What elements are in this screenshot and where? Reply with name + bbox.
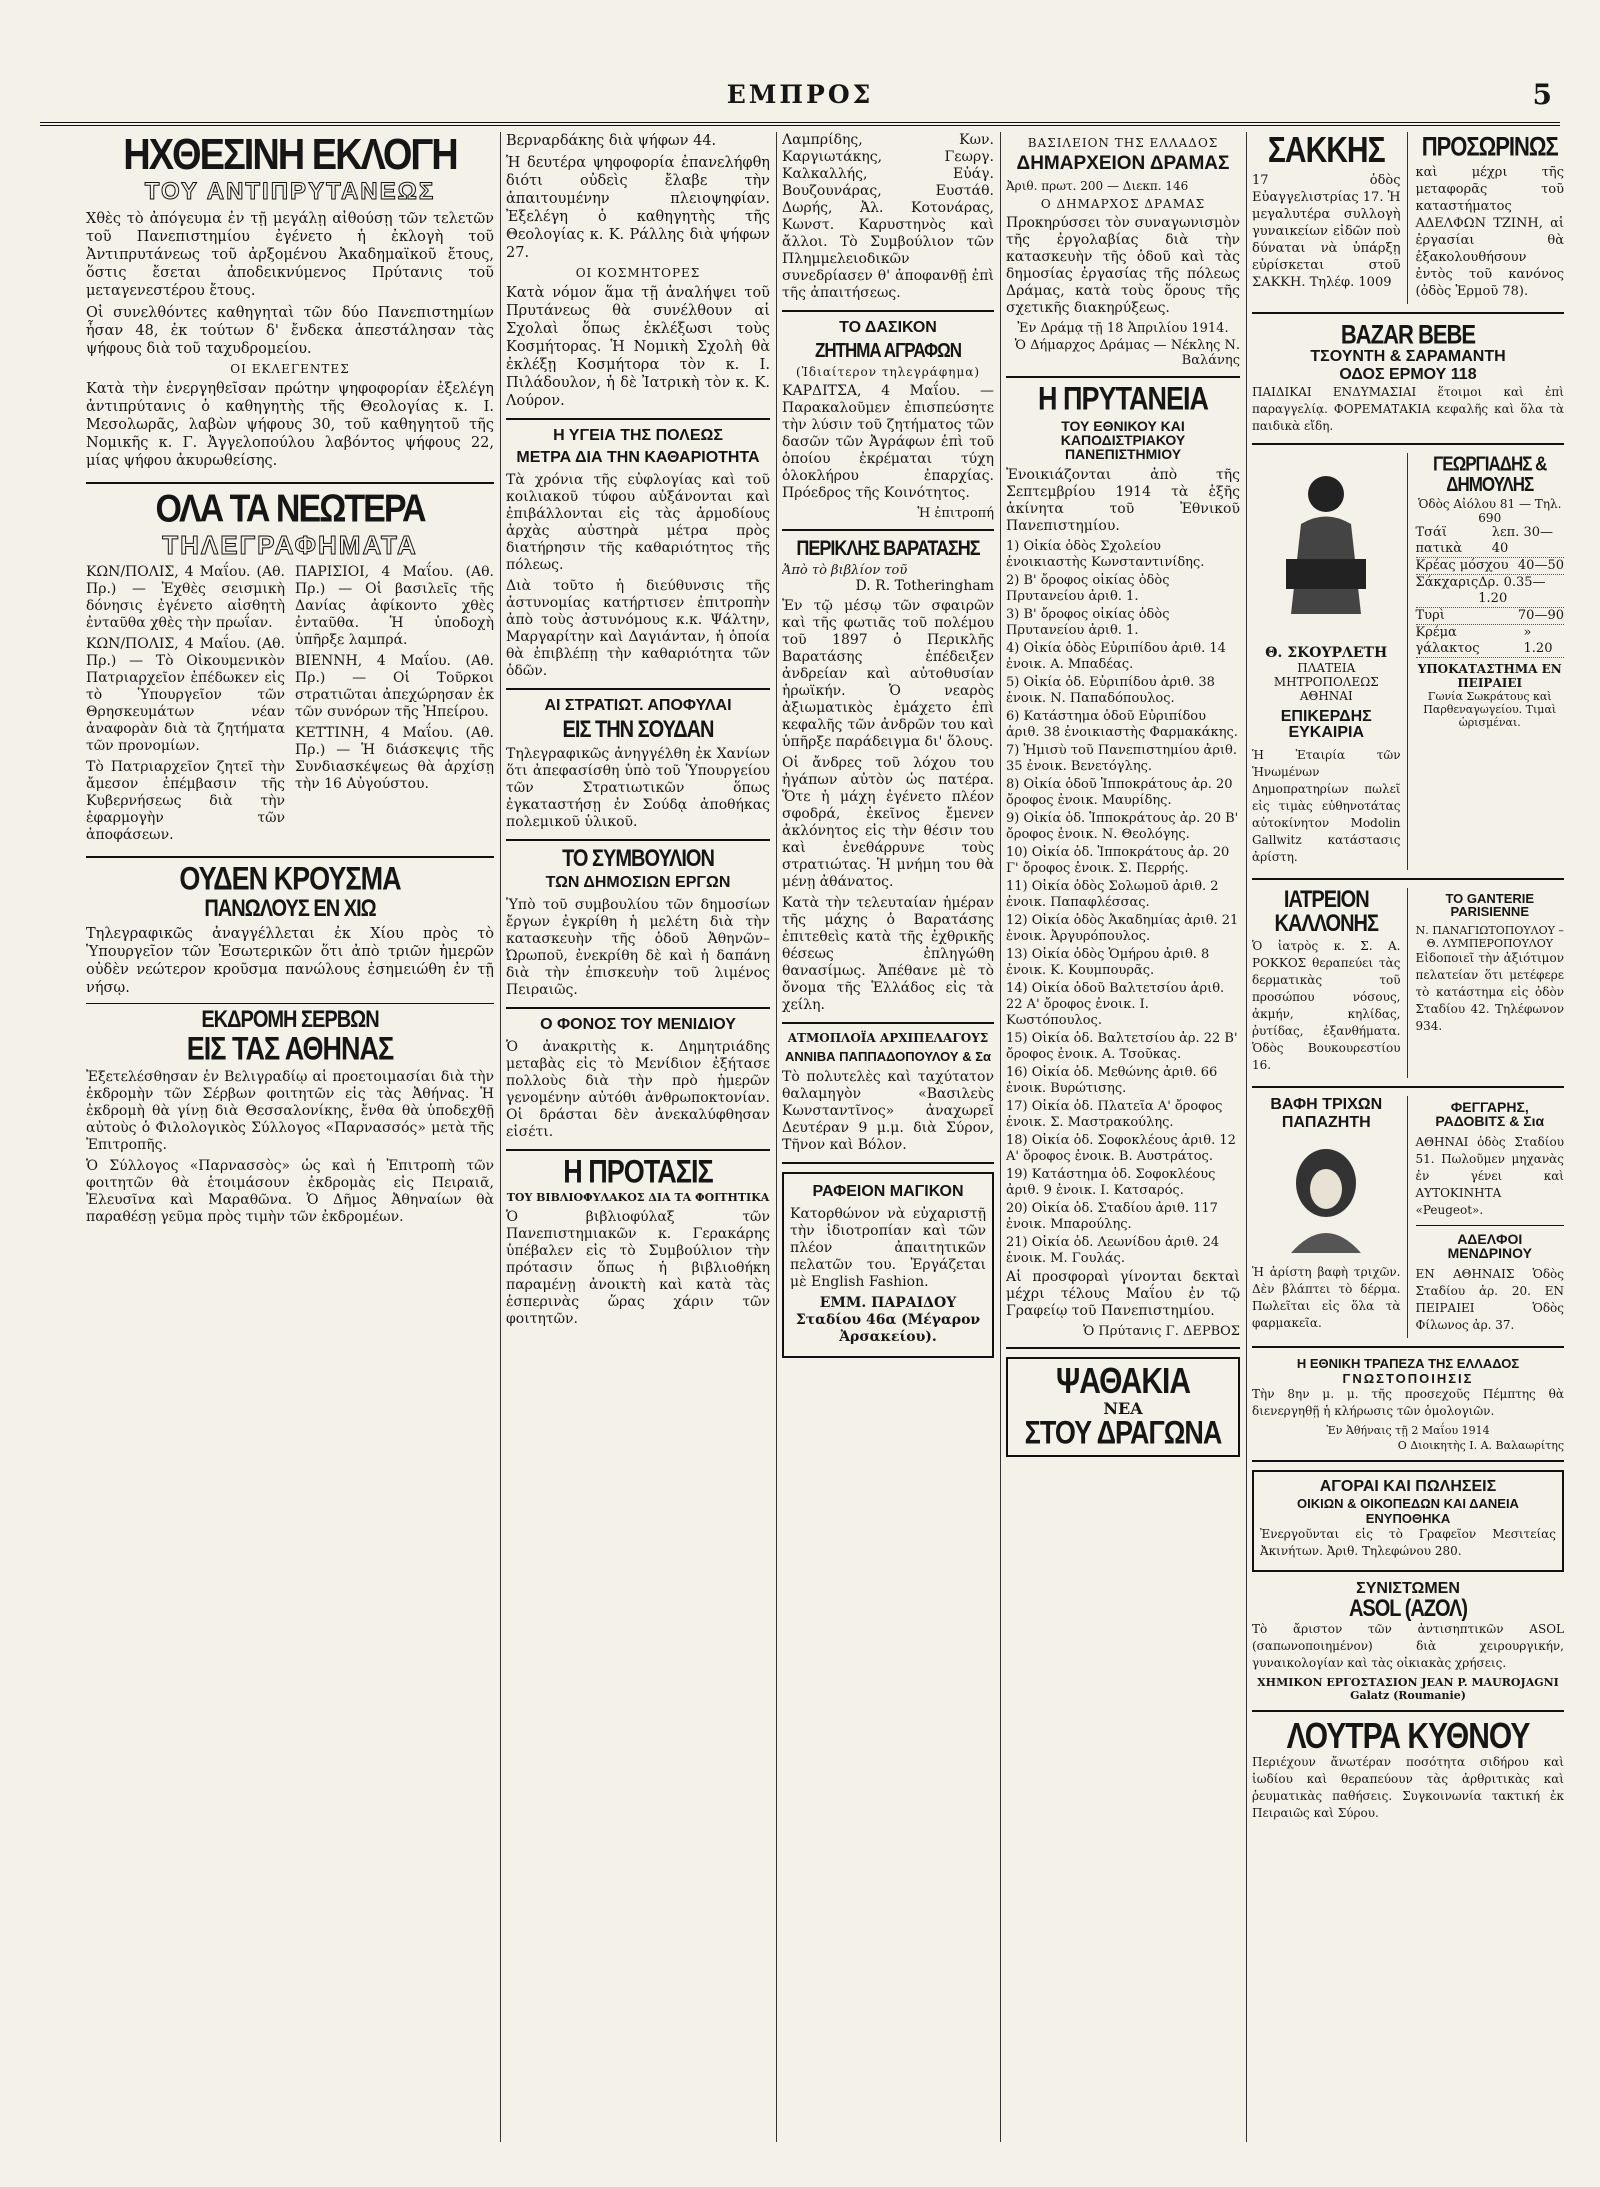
ad-straw-line3: ΣΤΟΥ ΔΡΑΓΩΝΑ bbox=[1024, 1414, 1222, 1451]
price-item: Σάκχαρις bbox=[1415, 575, 1479, 590]
dispatch-note: (Ἰδιαίτερον τηλεγράφημα) bbox=[795, 365, 981, 379]
notice-ref: Ἀριθ. πρωτ. 200 — Διεκπ. 146 bbox=[1006, 179, 1189, 193]
headline-drama: ΔΗΜΑΡΧΕΙΟΝ ΔΡΑΜΑΣ bbox=[1016, 153, 1230, 174]
article-text: Τὸ πολυτελὲς καὶ ταχύτατον θαλαμηγὸν «Βασιλεὺς Κωνσταντῖνος» ἀναχωρεῖ Δευτέραν 9 μ.μ. διὰ Σύρον, Τῆνον καὶ Βόλον. bbox=[782, 1069, 994, 1153]
telegram-text: ΠΑΡΙΣΙΟΙ, 4 Μαΐου. (Αθ. Πρ.) — Οἱ βασιλεῖς τῆς Δανίας ἀφίκοντο χθὲς ἐνταῦθα. Ἡ ὑποδοχὴ ὑπῆρξε λαμπρά. bbox=[295, 564, 494, 648]
telegram-text: ΚΕΤΤΙΝΗ, 4 Μαΐου. (Αθ. Πρ.) — Ἡ διάσκεψις τῆς Συνδιασκέψεως θὰ ἀρχίσῃ τὴν 16 Αὐγούστου. bbox=[295, 725, 494, 792]
column-5 bbox=[1252, 132, 1564, 2142]
list-item: 19) Κατάστημα ὁδ. Σοφοκλέους ἀριθ. 9 ἐνοικ. Ι. Κατσαρός. bbox=[1006, 1167, 1216, 1198]
ad-ganterie-sub: Ν. ΠΑΝΑΓΙΩΤΟΠΟΥΛΟΥ – Θ. ΛΥΜΠΕΡΟΠΟΥΛΟΥ bbox=[1415, 924, 1564, 950]
ad-realestate-text: Ἐνεργοῦνται εἰς τὸ Γραφεῖον Μεσιτείας Ἀκινήτων. Ἀριθ. Τηλεφώνου 280. bbox=[1260, 1527, 1556, 1558]
column-4 bbox=[1006, 132, 1240, 2142]
column-rule bbox=[776, 132, 777, 2142]
section-heading: ΟΙ ΚΟΣΜΗΤΟΡΕΣ bbox=[575, 266, 701, 280]
article-text: Χθὲς τὸ ἀπόγευμα ἐν τῇ μεγάλῃ αἰθούσῃ τῶν τελετῶν τοῦ Πανεπιστημίου ἐγένετο ἡ ἐκλογὴ τοῦ Ἀντιπρυτάνεως τοῦ ἀρξομένου Ἀκαδημαϊκοῦ ἔτους, ὅστις ἔσεται ἀποδεικνύμενος Πρύτανις τοῦ μεταγενεστέρου ἔτους. bbox=[86, 211, 494, 299]
divider bbox=[86, 1003, 494, 1004]
divider bbox=[1252, 1710, 1564, 1712]
ad-straw-line1: ΨΑΘΑΚΙΑ bbox=[1056, 1361, 1190, 1402]
ad-clinic-text: Ὁ ἰατρὸς κ. Σ. Α. ΡΟΚΚΟΣ θεραπεύει τὰς δερματικὰς τοῦ προσώπου νόσους, ἀκμήν, κηλίδας, ῥυτίδας, ἐξανθήματα. Ὁδὸς Βουκουρεστίου 16. bbox=[1252, 939, 1401, 1072]
page-number: 5 bbox=[1532, 78, 1552, 111]
ad-photo bbox=[1252, 459, 1401, 639]
list-item: 5) Οἰκία ὁδ. Εὐριπίδου ἀριθ. 38 ἐνοικ. Ν. Παπαδόπουλος. bbox=[1006, 675, 1215, 706]
ad-row-mid3 bbox=[1252, 1096, 1564, 1338]
ad-bazar-owner: ΤΣΟΥΝΤΗ & ΣΑΡΑΜΑΝΤΗ bbox=[1310, 348, 1506, 365]
masthead bbox=[40, 74, 1560, 126]
list-item: 14) Οἰκία ὁδοῦ Βαλτετσίου ἀριθ. 22 Α' ὄροφος ἐνοικ. Ι. Κωστόπουλος. bbox=[1006, 981, 1225, 1028]
ad-photo-name: Θ. ΣΚΟΥΡΛΕΤΗ bbox=[1265, 645, 1388, 661]
ad-bazar-text: ΠΑΙΔΙΚΑΙ ΕΝΔΥΜΑΣΙΑΙ ἕτοιμοι καὶ ἐπὶ παραγγελίᾳ. ΦΟΡΕΜΑΤΑΚΙΑ κεφαλῆς καὶ ὅλα τὰ παιδικὰ εἴδη. bbox=[1252, 385, 1564, 433]
list-item: 4) Οἰκία ὁδὸς Εὐριπίδου ἀριθ. 14 ἐνοικ. Α. Μπαδέας. bbox=[1006, 641, 1226, 672]
ad-tailor-text: Κατορθώνον νὰ εὐχαριστῇ τὴν ἰδιοτροπίαν καὶ τῶν πλέον ἀπαιτητικῶν πελατῶν του. Ἐργάζεται μὲ English Fashion. bbox=[790, 1206, 986, 1290]
list-item: 15) Οἰκία ὁδ. Βαλτετσίου ἀρ. 22 Β' ὄροφος ἐνοικ. Α. Τσοῦκας. bbox=[1006, 1031, 1238, 1062]
divider bbox=[506, 418, 770, 420]
telegram-text: ΚΩΝ/ΠΟΛΙΣ, 4 Μαΐου. (Αθ. Πρ.) — Τὸ Οἰκουμενικὸν Πατριαρχεῖον ἐπέδωκεν εἰς τὸ Ὑπουργεῖον τῶν Θρησκευμάτων νέαν ἀναφορὰν διὰ τὰ ζητήματα τῶν προνομίων. bbox=[86, 636, 285, 754]
divider bbox=[1252, 1346, 1564, 1348]
rector-signature: Ὁ Πρύτανις Γ. ΔΕΡΒΟΣ bbox=[1083, 1324, 1240, 1339]
price-value: 40—50 bbox=[1517, 558, 1564, 573]
ad-row-mid2 bbox=[1252, 888, 1564, 1078]
column-rule bbox=[1000, 132, 1001, 2142]
headline-depots-sub: ΕΙΣ ΤΗΝ ΣΟΥΔΑΝ bbox=[562, 716, 714, 744]
divider bbox=[86, 856, 494, 858]
price-value: Δρ. 0.35—1.20 bbox=[1478, 575, 1546, 606]
headline-election: ΗΧΘΕΣΙΝΗ ΕΚΛΟΓΗ bbox=[123, 132, 457, 180]
ad-georgiadis-addr: Ὁδὸς Αἰόλου 81 — Τηλ. 690 bbox=[1418, 497, 1562, 525]
divider bbox=[1006, 376, 1240, 378]
list-item: 17) Οἰκία ὁδ. Πλατεῖα Α' ὄροφος ἐνοικ. Σ. Μαστρακούλης. bbox=[1006, 1099, 1223, 1130]
article-text: Ὁ ἀνακριτὴς κ. Δημητριάδης μεταβὰς εἰς τὸ Μενίδιον ἐξήτασε πολλοὺς διὰ τὴν πρὸ ἡμερῶν γενομένην αὐτόθι ἀνθρωποκτονίαν. Οἱ δράσται δὲν ἀνεκαλύφθησαν εἰσέτι. bbox=[506, 1039, 770, 1140]
ad-hair-dye-title: ΒΑΦΗ ΤΡΙΧΩΝ ΠΑΠΑΖΗΤΗ bbox=[1270, 1096, 1383, 1131]
price-item: Κρέας μόσχου bbox=[1415, 558, 1509, 573]
article-text: Ἐν τῷ μέσῳ τῶν σφαιρῶν καὶ τῆς φωτιᾶς τοῦ πολέμου τοῦ 1897 ὁ Περικλῆς Βαρατάσης ἐπέδειξεν ἀνδρείαν καὶ αὐτοθυσίαν ἡρωϊκήν. Ὁ νεαρὸς ἀξιωματικὸς ἐμάχετο ἐπὶ κεφαλῆς τῶν ἀνδρῶν του καὶ ὑπῆρξε παράδειγμα δι' ὅλους. bbox=[782, 598, 994, 750]
ad-row-top bbox=[1252, 132, 1564, 304]
headline-council-sub: ΤΩΝ ΔΗΜΟΣΙΩΝ ΕΡΓΩΝ bbox=[545, 874, 731, 891]
headline-forest-sub: ΖΗΤΗΜΑ ΑΓΡΑΦΩΝ bbox=[814, 339, 962, 362]
ad-opportunity-title: ΕΠΙΚΕΡΔΗΣ ΕΥΚΑΙΡΙΑ bbox=[1280, 708, 1372, 741]
article-text: Ὁ Σύλλογος «Παρνασσὸς» ὡς καὶ ἡ Ἐπιτροπὴ τῶν φοιτητῶν θὰ ἑτοιμάσουν ἐκδρομὰς εἰς Πειραιᾶ, Ἐλευσῖνα καὶ Μαραθῶνα. Ὁ Δῆμος Ἀθηναίων θὰ παραθέσῃ γεῦμα πρὸς τιμὴν τῶν ἐκδρομέων. bbox=[86, 1158, 494, 1225]
list-item: 2) Β' ὄροφος οἰκίας ὁδὸς Πρυτανείου ἀριθ. 1. bbox=[1006, 573, 1170, 604]
election-columns bbox=[86, 210, 494, 474]
ad-asol-name: ASOL (ΑΖΟΛ) bbox=[1348, 1595, 1468, 1623]
divider bbox=[1006, 1347, 1240, 1349]
ad-row-mid bbox=[1252, 453, 1564, 870]
headline-health: Η ΥΓΕΙΑ ΤΗΣ ΠΟΛΕΩΣ bbox=[553, 427, 723, 444]
signature: Ἡ ἐπιτροπή bbox=[917, 506, 994, 521]
ad-kythnos bbox=[1252, 1716, 1564, 1822]
column-2 bbox=[506, 132, 770, 2142]
divider bbox=[782, 1162, 994, 1164]
article-text: Ὁ βιβλιοφύλαξ τῶν Πανεπιστημιακῶν κ. Γερακάρης ὑπέβαλεν εἰς τὸ Συμβούλιον τὴν πρότασιν ὅπως ἡ βιβλιοθήκη παραμένῃ ἀνοικτὴ καὶ κατὰ τὰς ἑσπερινὰς ὥρας χάριν τῶν φοιτητῶν. bbox=[506, 1209, 770, 1327]
article-text: Κατὰ τὴν τελευταίαν ἡμέραν τῆς μάχης ὁ Βαρατάσης ἐπιτεθεὶς κατὰ τῆς ἐχθρικῆς θέσεως ἐπληγώθη θανασίμως. Ἀπέθανε μὲ τὸ ὄνομα τῆς Ἑλλάδος εἰς τὰ χείλη. bbox=[782, 895, 994, 1013]
ad-photo-location: ΠΛΑΤΕΙΑ ΜΗΤΡΟΠΟΛΕΩΣ ΑΘΗΝΑΙ bbox=[1273, 661, 1379, 703]
article-text: Λαμπρίδης, Κων. Καργιωτάκης, Γεωργ. Καλκαλλής, Εὐάγ. Βουζουνάρας, Ευστάθ. Δωρής, Ἀλ. Κοτονάρας, Κωνστ. Καρυστηνὸς καὶ ἄλλοι. Τὸ Συμβούλιον τῶν Πλημμελειοδικῶν συνεδρίασεν θ' ἀποφανθῇ ἐπὶ τῆς ἀπαιτήσεως. bbox=[782, 132, 994, 301]
divider bbox=[86, 482, 494, 484]
ad-asol-text: Τὸ ἄριστον τῶν ἀντισηπτικῶν ASOL (σαπωνοποιημένον) διὰ χειρουργικήν, γυναικολογίαν καὶ τὰς οἰκιακὰς χρήσεις. bbox=[1252, 1622, 1564, 1670]
ad-temporary-text: καὶ μέχρι τῆς μεταφορᾶς τοῦ καταστήματος ΑΔΕΛΦΩΝ ΤΖΙΝΗ, αἱ ἐργασίαι θὰ ἐξακολουθήσουν ἐντὸς τοῦ κανόνος (ὁδὸς Ἑρμοῦ 78). bbox=[1415, 165, 1564, 299]
article-text: Οἱ ἄνδρες τοῦ λόχου του ἠγάπων αὐτὸν ὡς πατέρα. Ὅτε ἡ μάχη ἐγένετο πλέον σφοδρά, ἐκεῖνος ἔμενεν ἀκλόνητος εἰς τὴν θέσιν του καὶ ἐνεθάρρυνε τοὺς στρατιώτας. Ἡ μνήμη του θὰ μένῃ ἀθάνατος. bbox=[782, 755, 994, 890]
list-item: 16) Οἰκία ὁδ. Μεθώνης ἀριθ. 66 ἐνοικ. Βυρώτισης. bbox=[1006, 1065, 1218, 1096]
price-item: Κρέμα γάλακτος bbox=[1415, 625, 1480, 656]
ad-straw-line2: ΝΕΑ bbox=[1103, 1399, 1143, 1418]
ad-ganterie-title: ΤΟ GANTERIE PARISIENNE bbox=[1445, 891, 1535, 919]
list-item: 11) Οἰκία ὁδὸς Σολωμοῦ ἀριθ. 2 ἐνοικ. Παπαφλέσσας. bbox=[1006, 879, 1219, 910]
ad-tailor-address: ΕΜΜ. ΠΑΡΑΙΔΟΥ Σταδίου 46α (Μέγαρον Ἀρσακείου). bbox=[795, 1295, 981, 1345]
article-text: Βερναρδάκης διὰ ψήφων 44. bbox=[506, 133, 717, 149]
ad-hair-dye-text: Ἡ ἀρίστη βαφὴ τριχῶν. Δὲν βλάπτει τὸ δέρμα. Πωλεῖται εἰς ὅλα τὰ φαρμακεῖα. bbox=[1252, 1265, 1401, 1330]
headline-serbs-sub: ΕΙΣ ΤΑΣ ΑΘΗΝΑΣ bbox=[186, 1030, 394, 1067]
ad-fegaris-title: ΦΕΓΓΑΡΗΣ, ΡΑΔΟΒΙΤΣ & Σια bbox=[1435, 1099, 1545, 1129]
divider bbox=[782, 529, 994, 531]
list-item: 7) Ἡμισὺ τοῦ Πανεπιστημίου ἀριθ. 35 ἐνοικ. Βενετόγλης. bbox=[1006, 743, 1238, 774]
ad-temporary bbox=[1416, 132, 1565, 304]
column-1 bbox=[86, 132, 494, 2142]
ad-georgiadis-branch: ΥΠΟΚΑΤΑΣΤΗΜΑ ΕΝ ΠΕΙΡΑΙΕΙ bbox=[1417, 662, 1562, 690]
ad-fegaris bbox=[1416, 1096, 1565, 1338]
list-item: 12) Οἰκία ὁδὸς Ἀκαδημίας ἀριθ. 21 ἐνοικ. Ἀργυρόπουλος. bbox=[1006, 913, 1239, 944]
divider bbox=[506, 1007, 770, 1009]
headline-election-sub: ΤΟΥ ΑΝΤΙΠΡΥΤΑΝΕΩΣ bbox=[144, 178, 436, 205]
ad-asol-head: ΣΥΝΙΣΤΩΜΕΝ bbox=[1356, 1580, 1460, 1597]
ad-clinic bbox=[1252, 888, 1408, 1078]
headline-council: ΤΟ ΣΥΜΒΟΥΛΙΟΝ bbox=[562, 845, 714, 873]
headline-latest: ΟΛΑ ΤΑ ΝΕΩΤΕΡΑ bbox=[155, 487, 425, 531]
article-text: ΚΑΡΔΙΤΣΑ, 4 Μαΐου. — Παρακαλοῦμεν ἐπισπεύσητε τὴν λύσιν τοῦ ζητήματος τῶν δασῶν τῶν Ἀγράφων ἐπὶ τοῦ ὁποίου ἐκρέμαται τύχη ὁλοκλήρου ἐπαρχίας. Πρόεδρος τῆς Κοινότητος. bbox=[782, 383, 994, 501]
ad-sakkis-title: ΣΑΚΚΗΣ bbox=[1267, 132, 1385, 171]
divider bbox=[1252, 1460, 1564, 1462]
ad-georgiadis-title: ΓΕΩΡΓΙΑΔΗΣ & ΔΗΜΟΥΛΗΣ bbox=[1433, 452, 1547, 496]
headline-varatasis: ΠΕΡΙΚΛΗΣ ΒΑΡΑΤΑΣΗΣ bbox=[796, 536, 980, 560]
ad-sakkis-text: 17 ὁδὸς Εὐαγγελιστρίας 17. Ἡ μεγαλυτέρα συλλογὴ γυναικείων εἰδῶν ποὺ δύναται νὰ ὑπάρξῃ εὑρίσκεται στοῦ ΣΑΚΚΗ. Τηλέφ. 1009 bbox=[1252, 173, 1401, 290]
ad-bazar-street: ΟΔΟΣ ΕΡΜΟΥ 118 bbox=[1339, 366, 1477, 383]
book-author: D. R. Totheringham bbox=[855, 578, 994, 594]
ad-hair-dye bbox=[1252, 1096, 1408, 1338]
notice-kicker: ΒΑΣΙΛΕΙΟΝ ΤΗΣ ΕΛΛΑΔΟΣ bbox=[1027, 136, 1219, 150]
book-credit: Ἀπὸ τὸ βιβλίον τοῦ bbox=[782, 563, 908, 578]
divider bbox=[1252, 1086, 1564, 1088]
price-row bbox=[1416, 558, 1565, 575]
notice-intro: Ἐνοικιάζονται ἀπὸ τῆς Σεπτεμβρίου 1914 τὰ ἑξῆς ἀκίνητα τοῦ Ἐθνικοῦ Πανεπιστημίου. bbox=[1006, 467, 1240, 534]
article-text: Ἐξετελέσθησαν ἐν Βελιγραδίῳ αἱ προετοιμασίαι διὰ τὴν ἐκδρομὴν τῶν Σέρβων φοιτητῶν εἰς τὰς Ἀθήνας. Ἡ ἐκδρομὴ θὰ γίνῃ διὰ Θεσσαλονίκης, ἔνθα θὰ ὑποδεχθῇ αὐτοὺς ὁ Φιλολογικὸς Σύλλογος «Παρνασσός» μετὰ τῆς Ἐπιτροπῆς. bbox=[86, 1069, 494, 1153]
ad-bank-signature: Ο Διοικητὴς Ι. Α. Βαλαωρίτης bbox=[1397, 1439, 1564, 1452]
ad-tailor-title: ΡΑΦΕΙΟΝ ΜΑΓΙΚΟΝ bbox=[812, 1183, 964, 1200]
ad-bazar-title: BAZAR BEBE bbox=[1340, 319, 1476, 350]
divider bbox=[506, 688, 770, 690]
list-item: 18) Οἰκία ὁδ. Σοφοκλέους ἀριθ. 12 Α' ὄροφος ἐνοικ. Β. Αυστράτος. bbox=[1006, 1133, 1236, 1164]
headline-proposal-sub: ΤΟΥ ΒΙΒΛΙΟΦΥΛΑΚΟΣ ΔΙΑ ΤΑ ΦΟΙΤΗΤΙΚΑ bbox=[506, 1191, 770, 1204]
headline-telegrams: ΤΗΛΕΓΡΑΦΗΜΑΤΑ bbox=[162, 530, 418, 560]
headline-depots: ΑΙ ΣΤΡΑΤΙΩΤ. ΑΠΟΦΥΛΑΙ bbox=[544, 697, 732, 714]
telegram-text: ΚΩΝ/ΠΟΛΙΣ, 4 Μαΐου. (Αθ. Πρ.) — Ἐχθὲς σεισμικὴ δόνησις ἐγένετο αἰσθητὴ ἐνταῦθα χθὲς τὴν πρωΐαν. bbox=[86, 564, 285, 631]
headline-shipping-sub: ΑΝΝΙΒΑ ΠΑΠΠΑΔΟΠΟΥΛΟΥ & Σα bbox=[785, 1049, 991, 1064]
divider bbox=[506, 839, 770, 841]
ad-skourleti bbox=[1252, 453, 1408, 870]
ad-bazar bbox=[1252, 319, 1564, 435]
woman-with-basket-icon bbox=[1266, 464, 1386, 634]
ad-kythnos-title: ΛΟΥΤΡΑ ΚΥΘΝΟΥ bbox=[1286, 1716, 1530, 1757]
headline-shipping: ΑΤΜΟΠΛΟΪΑ ΑΡΧΙΠΕΛΑΓΟΥΣ bbox=[787, 1031, 989, 1045]
column-rule bbox=[500, 132, 501, 2142]
ad-straw-hats bbox=[1006, 1357, 1240, 1457]
ad-kythnos-text: Περιέχουν ἄνωτέραν ποσότητα σιδήρου καὶ ἰωδίου καὶ θεραπεύουν τὰς ἀρθριτικὰς καὶ ῥευματικὰς παθήσεις. Συγκοινωνία τακτική ἐκ Πειραιῶς καὶ Σύρου. bbox=[1252, 1755, 1564, 1820]
notice-signature: Ὁ Δήμαρχος Δράμας — Νέκλης Ν. Βαλάνης bbox=[1014, 338, 1240, 368]
divider bbox=[1252, 878, 1564, 880]
article-text: Τὰ χρόνια τῆς εὐφλογίας καὶ τοῦ κοιλιακοῦ τύφου αὐξάνονται καὶ ἐπιβάλλονται εἰς τὰς ἀρμοδίους ἀρχὰς αὐστηρὰ μέτρα πρὸς διατήρησιν τῆς καθαριότητος τῆς πόλεως. bbox=[506, 472, 770, 573]
ad-fegaris-text: ΑΘΗΝΑΙ ὁδὸς Σταδίου 51. Πωλοῦμεν μηχανὰς ἐν γένει καὶ ΑΥΤΟΚΙΝΗΤΑ «Peugeot». bbox=[1415, 1135, 1564, 1217]
article-text: Κατὰ τὴν ἐνεργηθεῖσαν πρώτην ψηφοφορίαν ἐξελέγη ἀντιπρύτανις ὁ καθηγητὴς τῆς Θεολογίας κ. Ι. Μεσολωρᾶς, λαβὼν ψήφους 30, τοῦ καθηγητοῦ τῆς Νομικῆς κ. Γ. Ἀγγελοπούλου λαβόντος ψήφους 22, μίας ψήφου ἀκυρωθείσης. bbox=[86, 381, 494, 469]
telegram-columns bbox=[86, 564, 494, 848]
list-item: 3) Β' ὄροφος οἰκίας ὁδὸς Πρυτανείου ἀριθ. 1. bbox=[1006, 607, 1170, 638]
ad-bank-text: Τὴν 8ην μ. μ. τῆς προσεχοῦς Πέμπτης θὰ διενεργηθῇ ἡ κλήρωσις τῶν ὁμολογιῶν. bbox=[1252, 1387, 1564, 1418]
article-text: Οἱ συνελθόντες καθηγηταὶ τῶν δύο Πανεπιστημίων ἦσαν 48, ἐκ τούτων δ' ἔνδεκα ἀπεστάλησαν τὰς ψήφους διὰ τοῦ ταχυδρομείου. bbox=[86, 305, 494, 357]
ad-georgiadis bbox=[1416, 453, 1565, 870]
ad-hair-dye-image bbox=[1252, 1138, 1401, 1258]
divider bbox=[782, 310, 994, 312]
list-item: 10) Οἰκία ὁδ. Ἱπποκράτους ἀρ. 20 Γ' ὄροφος ἐνοικ. Σ. Περρής. bbox=[1006, 845, 1230, 876]
ad-ganterie bbox=[1416, 888, 1565, 1078]
column-rule bbox=[1246, 132, 1247, 2142]
divider bbox=[1252, 443, 1564, 445]
ad-tailor bbox=[782, 1172, 994, 1358]
headline-serbs: ΕΚΔΡΟΜΗ ΣΕΡΒΩΝ bbox=[201, 1006, 379, 1034]
newspaper-title: ΕΜΠΡΟΣ bbox=[726, 80, 874, 109]
headline-proposal: Η ΠΡΟΤΑΣΙΣ bbox=[563, 1153, 713, 1190]
price-row bbox=[1416, 608, 1565, 625]
ad-realestate-title: ΑΓΟΡΑΙ ΚΑΙ ΠΩΛΗΣΕΙΣ bbox=[1319, 1478, 1497, 1495]
list-item: 21) Οἰκία ὁδ. Λεωνίδου ἀριθ. 24 ἐνοικ. Μ. Γουλάς. bbox=[1006, 1235, 1220, 1266]
section-heading: ΟΙ ΕΚΛΕΓΕΝΤΕΣ bbox=[230, 362, 350, 376]
ad-asol bbox=[1252, 1580, 1564, 1702]
ad-temporary-title: ΠΡΟΣΩΡΙΝΩΣ bbox=[1421, 132, 1558, 162]
ad-bank-sub: ΓΝΩΣΤΟΠΟΙΗΣΙΣ bbox=[1342, 1371, 1474, 1386]
list-item: 9) Οἰκία ὁδ. Ἱπποκράτους ἀρ. 20 Β' ὄροφος ἐνοικ. Ν. Θεολόγης. bbox=[1006, 811, 1239, 842]
headline-murder: Ο ΦΟΝΟΣ ΤΟΥ ΜΕΝΙΔΙΟΥ bbox=[540, 1016, 736, 1033]
price-list bbox=[1416, 525, 1565, 658]
headline-rectorate-sub: ΤΟΥ ΕΘΝΙΚΟΥ ΚΑΙ ΚΑΠΟΔΙΣΤΡΙΑΚΟΥ ΠΑΝΕΠΙΣΤΗΜΙΟΥ bbox=[1060, 418, 1186, 462]
headline-health-sub: ΜΕΤΡΑ ΔΙΑ ΤΗΝ ΚΑΘΑΡΙΟΤΗΤΑ bbox=[516, 449, 760, 466]
notice-text: Προκηρύσσει τὸν συναγωνισμὸν τῆς ἐργολαβίας διὰ τὴν κατασκευὴν τῆς ὁδοῦ καὶ τὰς δημοσίας ἐργασίας τῆς πόλεως Δράμας, κατὰ τοὺς ὅρους τῆς σχετικῆς διακηρύξεως. bbox=[1006, 215, 1240, 316]
article-text: Τηλεγραφικῶς ἀνηγγέλθη ἐκ Χανίων ὅτι ἀπεφασίσθη ὑπὸ τοῦ Ὑπουργείου τῶν Στρατιωτικῶν ὅπως ἐγκαταστήσῃ ἐν Σούδᾳ ἀποθήκας πολεμικοῦ ὑλικοῦ. bbox=[506, 746, 770, 830]
notice-date: Ἐν Δράμᾳ τῇ 18 Ἀπριλίου 1914. bbox=[1017, 321, 1229, 336]
woman-portrait-icon bbox=[1276, 1143, 1376, 1253]
headline-plague-sub: ΠΑΝΩΛΟΥΣ ΕΝ ΧΙΩ bbox=[204, 895, 376, 923]
list-item: 20) Οἰκία ὁδ. Σταδίου ἀριθ. 117 ἐνοικ. Μπαρούλης. bbox=[1006, 1201, 1218, 1232]
ad-georgiadis-branch-sub: Γωνία Σωκράτους καὶ Παρθεναγωγείου. Τιμαὶ ὡρισμέναι. bbox=[1423, 690, 1557, 729]
divider bbox=[1416, 1225, 1565, 1226]
ad-realestate bbox=[1252, 1470, 1564, 1572]
ad-bank-title: Η ΕΘΝΙΚΗ ΤΡΑΠΕΖΑ ΤΗΣ ΕΛΛΑΔΟΣ bbox=[1296, 1356, 1520, 1371]
price-item: Τυρὶ bbox=[1415, 608, 1445, 623]
ad-mendrinos-title: ΑΔΕΛΦΟΙ ΜΕΝΔΡΙΝΟΥ bbox=[1447, 1231, 1532, 1261]
headline-forest: ΤΟ ΔΑΣΙΚΟΝ bbox=[839, 319, 937, 336]
price-row bbox=[1416, 525, 1565, 558]
article-text: Κατὰ νόμον ἅμα τῇ ἀναλήψει τοῦ Πρυτάνεως θὰ συνέλθουν αἱ Σχολαὶ ὅπως ἐκλέξωσι τοὺς Κοσμήτορας. Ἡ Νομικὴ Σχολὴ θὰ ἐκλέξῃ Κοσμήτορα τὸν κ. Ι. Πιλάδουλον, ἡ δὲ Ἰατρικὴ τὸν κ. Κ. Λούρον. bbox=[506, 285, 770, 409]
ad-asol-maker: ΧΗΜΙΚΟΝ ΕΡΓΟΣΤΑΣΙΟΝ JEAN P. MAUROJAGNI Galatz (Roumanie) bbox=[1257, 1676, 1559, 1702]
ad-realestate-sub: ΟΙΚΙΩΝ & ΟΙΚΟΠΕΔΩΝ ΚΑΙ ΔΑΝΕΙΑ ΕΝΥΠΟΘΗΚΑ bbox=[1297, 1496, 1519, 1526]
list-item: 8) Οἰκία ὁδοῦ Ἱπποκράτους ἀρ. 20 ὄροφος ἐνοικ. Μαυρίδης. bbox=[1006, 777, 1233, 808]
list-item: 13) Οἰκία ὁδὸς Ὁμήρου ἀριθ. 8 ἐνοικ. Κ. Κουμπουρᾶς. bbox=[1006, 947, 1210, 978]
headline-rectorate: Η ΠΡΥΤΑΝΕΙΑ bbox=[1037, 380, 1208, 417]
price-row bbox=[1416, 625, 1565, 658]
article-text: Διὰ τοῦτο ἡ διεύθυνσις τῆς ἀστυνομίας κατήρτισεν ἐπιτροπὴν ἀπὸ τοὺς ἀστυνόμους κ.κ. Ψάλτην, Μαργαρίτην καὶ Δαγιάνταν, ἡ ὁποία θὰ ἐπιβλέπῃ τὴν καθαριότητα τῶν ὁδῶν. bbox=[506, 578, 770, 679]
rental-list bbox=[1006, 539, 1240, 1267]
divider bbox=[1252, 312, 1564, 314]
price-value: λεπ. 30—40 bbox=[1491, 525, 1554, 556]
telegram-text: Τὸ Πατριαρχεῖον ζητεῖ τὴν ἄμεσον ἐπέμβασιν τῆς Κυβερνήσεως διὰ τὴν ἐφαρμογὴν τῶν ἀποφάσεων. bbox=[86, 759, 285, 843]
notice-org: Ο ΔΗΜΑΡΧΟΣ ΔΡΑΜΑΣ bbox=[1040, 197, 1206, 211]
ad-sakkis bbox=[1252, 132, 1408, 304]
list-item: 1) Οἰκία ὁδὸς Σχολείου ἐνοικιαστὴς Κωνσταντινίδης. bbox=[1006, 539, 1205, 570]
price-item: Τσάϊ πατικὰ bbox=[1415, 525, 1463, 556]
telegram-text: ΒΙΕΝΝΗ, 4 Μαΐου. (Αθ. Πρ.) — Οἱ Τοῦρκοι στρατιῶται ἀπεχώρησαν ἐκ τῶν συνόρων τῆς Ἠπείρου. bbox=[295, 653, 494, 720]
ad-clinic-title: ΙΑΤΡΕΙΟΝ ΚΑΛΛΟΝΗΣ bbox=[1274, 886, 1378, 938]
ad-mendrinos-text: ΕΝ ΑΘΗΝΑΙΣ Ὁδὸς Σταδίου ἀρ. 20. ΕΝ ΠΕΙΡΑΙΕΙ Ὁδὸς Φίλωνος ἀρ. 37. bbox=[1415, 1267, 1564, 1332]
column-3 bbox=[782, 132, 994, 2142]
price-value: » 1.20 bbox=[1523, 625, 1553, 656]
ad-bank bbox=[1252, 1356, 1564, 1452]
article-text: Ἡ δευτέρα ψηφοφορία ἐπανελήφθη διότι οὐδεὶς ἔλαβε τὴν ἀπαιτουμένην πλειοψηφίαν. Ἐξελέγη ὁ καθηγητὴς τῆς Θεολογίας κ. Κ. Ράλλης διὰ ψήφων 27. bbox=[506, 155, 770, 261]
divider bbox=[506, 1149, 770, 1151]
price-row bbox=[1416, 575, 1565, 608]
ad-bank-date: Ἐν Ἀθήναις τῇ 2 Μαΐου 1914 bbox=[1326, 1424, 1490, 1437]
headline-plague: ΟΥΔΕΝ ΚΡΟΥΣΜΑ bbox=[179, 860, 401, 897]
notice-outro: Αἱ προσφοραὶ γίνονται δεκταὶ μέχρι τέλους Μαΐου ἐν τῷ Γραφείῳ τοῦ Πανεπιστημίου. bbox=[1006, 1269, 1240, 1319]
article-text: Τηλεγραφικῶς ἀναγγέλλεται ἐκ Χίου πρὸς τὸ Ὑπουργεῖον τῶν Ἐσωτερικῶν ὅτι ἀπὸ τριῶν ἡμερῶν οὐδὲν νεώτερον κροῦσμα πανώλους ἐσημειώθη ἐν τῇ νήσῳ. bbox=[86, 926, 494, 996]
divider bbox=[782, 1022, 994, 1024]
ad-ganterie-text: Εἰδοποιεῖ τὴν ἀξιότιμον πελατείαν ὅτι μετέφερε τὸ κατάστημα εἰς ὁδὸν Σταδίου 42. Τηλέφωνον 934. bbox=[1415, 951, 1564, 1033]
price-value: 70—90 bbox=[1517, 608, 1564, 623]
ad-opportunity-text: Ἡ Ἑταιρία τῶν Ἡνωμένων Δημοπρατηρίων πωλεῖ εἰς τιμὰς εὐθηνοτάτας αὐτοκίνητον Modolin Gallwitz κατάστασις ἀρίστη. bbox=[1252, 748, 1401, 864]
article-text: Ὑπὸ τοῦ συμβουλίου τῶν δημοσίων ἔργων ἐγκρίθη ἡ μελέτη διὰ τὴν κατασκευὴν τῆς ὁδοῦ Ἀθηνῶν–Ὠρωποῦ, ἐνεκρίθη δὲ καὶ ἡ δαπάνη διὰ τὴν ἐπισκευὴν τοῦ λιμένος Πειραιῶς. bbox=[506, 897, 770, 998]
list-item: 6) Κατάστημα ὁδοῦ Εὐριπίδου ἀριθ. 38 ἐνοικιαστὴς Φαρμακάκης. bbox=[1006, 709, 1238, 740]
